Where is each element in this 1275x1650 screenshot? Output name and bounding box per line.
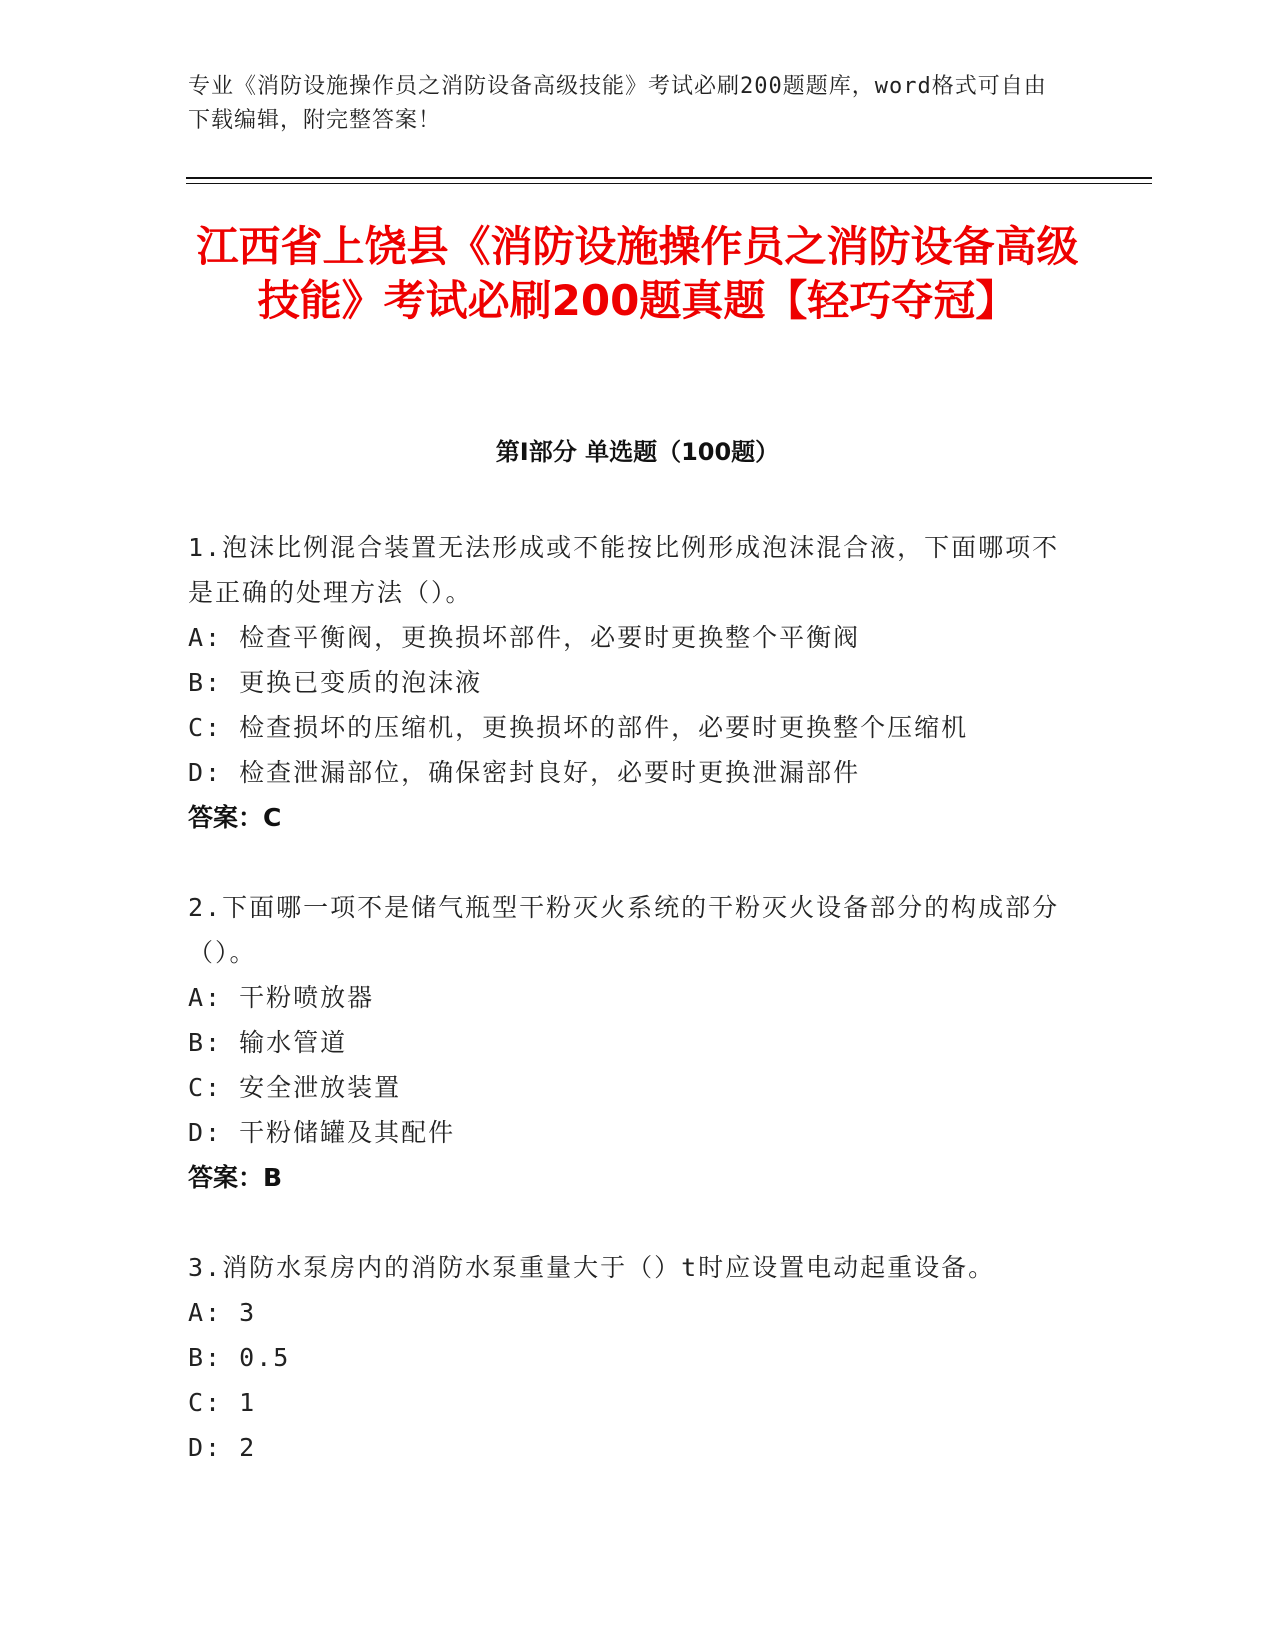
option-b: B: 0.5 [188,1343,291,1372]
document-title: 江西省上饶县《消防设施操作员之消防设备高级技能》考试必刷200题真题【轻巧夺冠】 [196,222,1079,325]
question-1 [188,525,1068,840]
question-2 [188,885,1068,1200]
option-d: D: 检查泄漏部位，确保密封良好，必要时更换泄漏部件 [188,758,861,787]
question-stem: 3.消防水泵房内的消防水泵重量大于（）t时应设置电动起重设备。 [188,1253,996,1282]
section-heading: 第I部分 单选题（100题） [495,438,780,466]
option-a: A: 3 [188,1298,257,1327]
option-c: C: 检查损坏的压缩机，更换损坏的部件，必要时更换整个压缩机 [188,713,969,742]
question-list [188,525,1068,1515]
header-note: 专业《消防设施操作员之消防设备高级技能》考试必刷200题题库，word格式可自由下载编辑，附完整答案！ [188,74,1047,133]
answer-line: 答案：C [188,803,282,832]
question-stem: 1.泡沫比例混合装置无法形成或不能按比例形成泡沫混合液，下面哪项不是正确的处理方法（）。 [188,533,1060,607]
header-divider-thin [186,183,1152,184]
option-a: A: 干粉喷放器 [188,983,375,1012]
option-a: A: 检查平衡阀，更换损坏部件，必要时更换整个平衡阀 [188,623,861,652]
option-d: D: 干粉储罐及其配件 [188,1118,456,1147]
option-c: C: 安全泄放装置 [188,1073,402,1102]
option-b: B: 输水管道 [188,1028,348,1057]
option-b: B: 更换已变质的泡沫液 [188,668,483,697]
header-divider-thick [186,177,1152,179]
option-d: D: 2 [188,1433,257,1462]
answer-line: 答案：B [188,1163,283,1192]
question-stem: 2.下面哪一项不是储气瓶型干粉灭火系统的干粉灭火设备部分的构成部分（）。 [188,893,1060,967]
question-3 [188,1245,1068,1470]
option-c: C: 1 [188,1388,257,1417]
